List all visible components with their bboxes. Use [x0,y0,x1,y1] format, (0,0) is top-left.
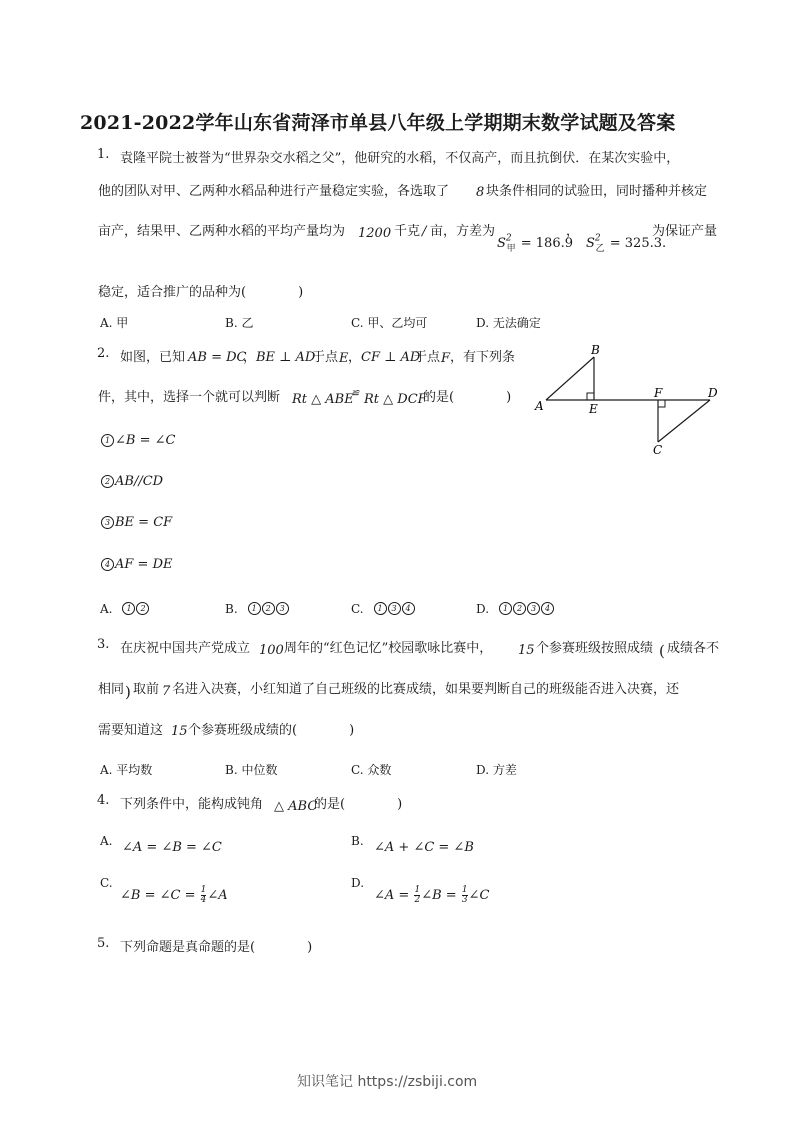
circled-number: 3 [388,602,401,615]
q1-line4: 稳定，适合推广的品种为( ) [98,285,304,300]
q2-figure [530,340,730,460]
circled-number: 2 [513,602,526,615]
q3-line2a: 相同 [98,682,125,697]
q2-option-b-label: B. [225,602,238,616]
q3-line1c: 个参赛班级按照成绩 [536,641,654,656]
q3-n7: 7 [162,684,171,699]
q2-cond1-num: 1 [101,434,114,447]
q1-line2b: 块条件相同的试验田，同时播种并核定 [486,184,708,199]
q2-line1b: ，有下列条 [450,350,516,365]
label-d: D [708,386,718,400]
q1-s-yi-val: = 325.3. [609,236,667,251]
q4-option-a-label: A. [100,834,113,848]
fraction-den: 3 [461,895,468,905]
q1-variance-jia [497,232,573,254]
q3-line1a: 在庆祝中国共产党成立 [120,641,251,656]
q4-option-a-text: ∠A = ∠B = ∠C [122,840,222,855]
q3-option-c[interactable]: C. 众数 [351,763,392,777]
q2-pE: E [339,351,349,366]
q3-n15: 15 [518,643,535,658]
q1-line2a: 他的团队对甲、乙两种水稻品种进行产量稳定实验，各选取了 [98,184,450,199]
q1-option-b[interactable]: B. 乙 [225,316,254,330]
q1-s-yi: S [586,236,595,251]
q4-option-d-label: D. [351,876,365,890]
circled-number: 1 [374,602,387,615]
q4-number: 4. [97,793,110,808]
q4-option-d-pre: ∠A = [374,888,410,903]
q2-cong: ≌ [351,388,360,399]
q1-s-yi-sup: 2 [594,233,601,244]
circled-number: 2 [136,602,149,615]
label-e: E [589,402,598,416]
q2-option-d-label: D. [476,602,490,616]
q3-option-a[interactable]: A. 平均数 [100,763,153,777]
circled-number: 1 [122,602,135,615]
q4-option-c-expr [120,886,228,905]
circled-number: 1 [499,602,512,615]
q2-line1a: 如图，已知 [120,350,186,365]
fraction [414,886,420,905]
q4-option-d-post: ∠C [468,888,490,903]
circled-number: 2 [262,602,275,615]
label-a: A [535,399,544,413]
q2-rt1: Rt △ ABE [292,392,354,407]
q1-line3b: 千克 [394,224,421,239]
q2-option-a-label: A. [100,602,113,616]
q1-comma: ， [566,224,580,239]
q2-line2a: 件，其中，选择一个就可以判断 [98,390,281,405]
q1-s-yi-sub: 乙 [595,244,605,255]
circled-number: 1 [248,602,261,615]
q2-cond3-num: 3 [101,516,114,529]
q2-option-d[interactable] [476,598,555,617]
q2-cond4-text: AF = DE [115,557,173,572]
q1-s-jia-sub: 甲 [506,244,516,255]
q4-triangle: △ ABC [274,799,318,814]
q2-eq3: CF ⊥ AD [361,350,421,365]
q1-line3d: 为保证产量 [652,224,718,239]
q2-condition-2 [101,474,163,489]
q2-option-b[interactable] [225,598,290,617]
q3-option-b[interactable]: B. 中位数 [225,763,278,777]
q2-rt2: Rt △ DCF [364,392,427,407]
q1-slash: / [422,224,427,239]
q2-option-a[interactable] [100,598,150,617]
q2-t1: 于点 [312,350,339,365]
fraction [462,886,468,905]
q2-t2: 于点 [414,350,441,365]
q2-eq1: AB = DC [188,350,247,365]
q4-option-c-post: ∠A [207,888,228,903]
q4-option-b-label: B. [351,834,364,848]
q3-line2b: 取前 [133,682,160,697]
segment-cd [658,400,710,442]
q4-option-d-mid: ∠B = [421,888,457,903]
fraction [201,886,207,905]
q3-line1d: 成绩各不 [667,641,720,656]
right-angle-e [587,393,594,400]
q5-line1: 下列命题是真命题的是( ) [120,940,313,955]
q4-line1a: 下列条件中，能构成钝角 [120,797,264,812]
label-f: F [654,386,663,400]
q2-c2: ， [348,350,362,365]
right-angle-f [658,400,665,407]
fraction-den: 4 [200,895,207,905]
q1-n8: 8 [476,185,485,200]
q3-n100: 100 [259,643,284,658]
q3-line1b: 周年的“红色记忆”校园歌咏比赛中， [284,641,493,656]
q2-c1: ， [243,350,257,365]
q2-pF: F [441,351,451,366]
q2-condition-1 [101,433,175,448]
q4-option-d-expr [374,886,489,905]
q4-line1b: 的是( ) [314,797,403,812]
q1-n1200: 1200 [358,226,392,241]
q3-line3a: 需要知道这 [98,723,164,738]
q2-cond1-text: ∠B = ∠C [115,433,176,448]
q2-option-c[interactable] [351,598,416,617]
circled-number: 3 [527,602,540,615]
q4-option-c-label: C. [100,876,113,890]
fraction-num: 1 [461,885,468,895]
q2-cond4-num: 4 [101,558,114,571]
q3-paren-open: ( [659,642,665,660]
page-title: 2021-2022学年山东省菏泽市单县八年级上学期期末数学试题及答案 [80,112,676,134]
label-b: B [591,343,600,357]
q1-line3a: 亩产，结果甲、乙两种水稻的平均产量均为 [98,224,346,239]
q2-cond3-text: BE = CF [115,515,173,530]
q1-s-jia-sup: 2 [505,233,512,244]
label-c: C [653,443,663,457]
q1-s-jia-val: = 186.9 [520,236,573,251]
q2-cond2-text: AB//CD [115,474,164,489]
circled-number: 3 [276,602,289,615]
fraction-num: 1 [200,885,207,895]
q2-eq2: BE ⊥ AD [256,350,316,365]
fraction-num: 1 [414,885,421,895]
q1-option-a[interactable]: A. 甲 [100,316,129,330]
circled-number: 4 [541,602,554,615]
q2-condition-4 [101,557,172,572]
fraction-den: 2 [414,895,421,905]
q1-line1: 袁隆平院士被誉为“世界杂交水稻之父”，他研究的水稻，不仅高产，而且抗倒伏．在某次实验中， [120,151,680,166]
q3-line3b: 个参赛班级成绩的( ) [188,723,355,738]
q5-number: 5. [97,936,110,951]
q2-option-c-label: C. [351,602,364,616]
q1-option-c[interactable]: C. 甲、乙均可 [351,316,428,330]
q2-cond2-num: 2 [101,475,114,488]
circled-number: 4 [402,602,415,615]
q2-number: 2. [97,346,110,361]
q1-s-jia: S [497,236,506,251]
q4-option-b-text: ∠A + ∠C = ∠B [374,840,474,855]
q2-line2b: 的是( ) [423,390,512,405]
q4-option-c-pre: ∠B = ∠C = [120,888,196,903]
q2-condition-3 [101,515,172,530]
q3-number: 3. [97,637,110,652]
q3-n15b: 15 [171,724,188,739]
q3-paren-close: ) [125,683,131,701]
q1-option-d[interactable]: D. 无法确定 [476,316,541,330]
q3-option-d[interactable]: D. 方差 [476,763,517,777]
q1-line3c: 亩，方差为 [430,224,496,239]
q3-line2c: 名进入决赛，小红知道了自己班级的比赛成绩，如果要判断自己的班级能否进入决赛，还 [172,682,680,697]
footer-watermark: 知识笔记 https://zsbiji.com [297,1074,478,1090]
q1-number: 1. [97,147,110,162]
